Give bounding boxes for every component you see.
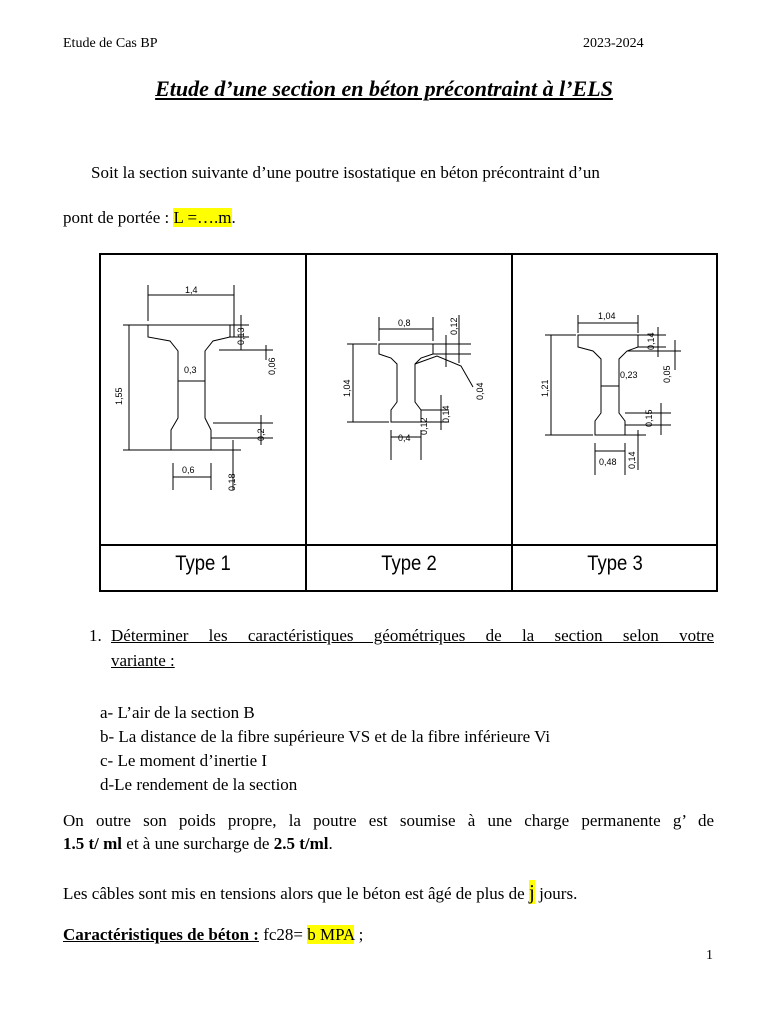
intro-line-2-prefix: pont de portée : — [63, 208, 174, 227]
beton-suffix: ; — [354, 925, 364, 944]
t2-dim-004: 0,04 — [475, 382, 485, 400]
intro-line-2-suffix: . — [231, 208, 236, 227]
load-line-2 — [63, 834, 333, 854]
t2-dim-012-bot: 0,12 — [419, 417, 429, 435]
t1-dim-018: 0,18 — [227, 473, 237, 491]
beton-line — [63, 925, 363, 945]
subitem-d: d-Le rendement de la section — [100, 775, 298, 794]
subitem-a: a- L’air de la section B — [100, 703, 255, 722]
t3-dim-014-top: 0,14 — [646, 332, 656, 350]
t1-dim-02: 0,2 — [256, 428, 266, 441]
t2-dim-bottom: 0,4 — [398, 433, 411, 443]
t1-dim-height: 1,55 — [114, 387, 124, 405]
type3-section-shape — [545, 315, 681, 475]
t3-dim-height: 1,21 — [540, 379, 550, 397]
type2-label: Type 2 — [381, 552, 437, 575]
t3-dim-bottom: 0,48 — [599, 457, 617, 467]
load-line-1: On outre son poids propre, la poutre est soumise à une charge permanente g’ de — [63, 811, 714, 830]
cable-line — [63, 880, 577, 905]
sections-figure — [99, 253, 718, 592]
t3-dim-005: 0,05 — [662, 365, 672, 383]
cable-prefix: Les câbles sont mis en tensions alors que le béton est âgé de plus de — [63, 884, 529, 903]
question1-line-1: Déterminer les caractéristiques géométriques de la section selon votre — [111, 626, 714, 645]
question1-line-2: variante : — [111, 651, 175, 670]
beton-label: Caractéristiques de béton : — [63, 925, 259, 944]
subitem-c: c- Le moment d’inertie I — [100, 751, 268, 770]
permanent-load-value: 1.5 t/ ml — [63, 834, 123, 853]
t1-dim-width: 1,4 — [185, 285, 198, 295]
t3-dim-014-bot: 0,14 — [627, 451, 637, 469]
surcharge-value: 2.5 t/ml — [273, 834, 329, 853]
intro-line-1: Soit la section suivante d’une poutre isostatique en béton précontraint d’un — [91, 163, 600, 182]
days-highlight: j — [528, 880, 535, 904]
question1-number: 1. — [89, 626, 102, 645]
header-left: Etude de Cas BP — [63, 36, 158, 51]
page-title: Etude d’une section en béton précontraint à l’ELS — [155, 76, 613, 101]
t1-dim-006: 0,06 — [267, 357, 277, 375]
t3-dim-015: 0,15 — [644, 409, 654, 427]
type3-label: Type 3 — [587, 552, 643, 575]
type1-label: Type 1 — [175, 552, 231, 575]
type1-section-shape — [123, 285, 273, 490]
sections-drawing — [101, 255, 716, 590]
load-mid-text: et à une surcharge de — [122, 834, 274, 853]
t2-dim-height: 1,04 — [342, 379, 352, 397]
cable-suffix: jours. — [534, 884, 578, 903]
page-number: 1 — [706, 948, 713, 963]
t1-dim-web: 0,3 — [184, 365, 197, 375]
t3-dim-width: 1,04 — [598, 311, 616, 321]
fc28-highlight: b MPA — [307, 925, 355, 944]
t3-dim-web: 0,23 — [620, 370, 638, 380]
t1-dim-bottom: 0,6 — [182, 465, 195, 475]
intro-line-2 — [63, 208, 236, 228]
load-end-text: . — [328, 834, 333, 853]
subitem-b: b- La distance de la fibre supérieure VS et de la fibre inférieure Vi — [100, 727, 551, 746]
beton-prefix: fc28= — [258, 925, 308, 944]
header-right: 2023-2024 — [583, 36, 644, 51]
t2-dim-014: 0,14 — [441, 405, 451, 423]
t2-dim-width: 0,8 — [398, 318, 411, 328]
t2-dim-012-top: 0,12 — [449, 317, 459, 335]
t1-dim-013: 0,13 — [236, 327, 246, 345]
span-length-highlight: L =….m — [173, 208, 232, 227]
